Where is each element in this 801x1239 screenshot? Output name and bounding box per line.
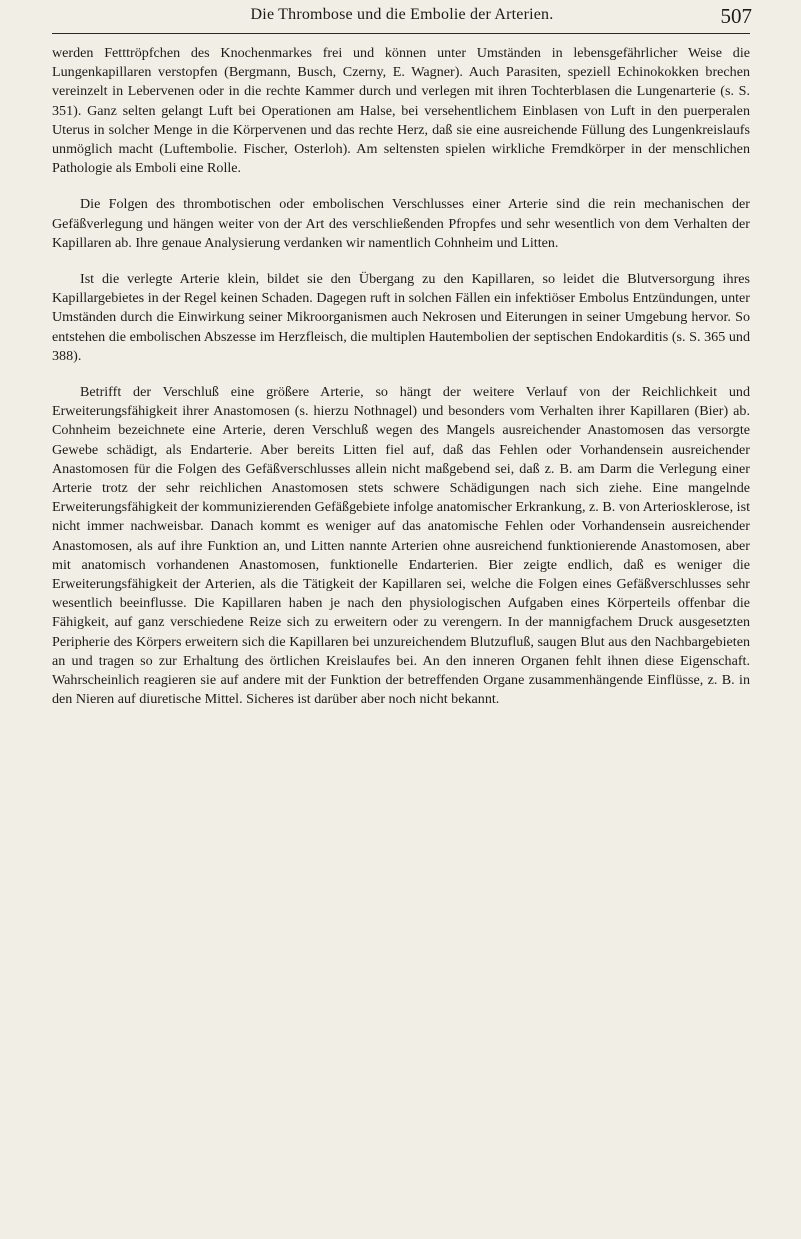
paragraph-1: werden Fetttröpfchen des Knochenmarkes frei und können unter Umständen in lebensgefährlicher Weise die Lungenkapillaren verstopfen (Bergmann, Busch, Czerny, E. Wagner). Auch Parasiten, speziell Echinokokken brechen vereinzelt in Lebervenen oder in die rechte Kammer durch und verlegen mit ihren Tochterblasen die Lungenarterie (s. S. 351). Ganz selten gelangt Luft bei Operationen am Halse, bei versehentlichem Einblasen von Luft in den puerperalen Uterus in solcher Menge in die Körpervenen und das rechte Herz, daß sie eine ausreichende Füllung des Lungenkreislaufs unmöglich macht (Luftembolie. Fischer, Osterloh). Am seltensten spielen wirkliche Fremdkörper in der menschlichen Pathologie als Emboli eine Rolle. — [52, 45, 750, 177]
running-title: Die Thrombose und die Embolie der Arterien. — [250, 6, 554, 23]
paragraph-4: Betrifft der Verschluß eine größere Arterie, so hängt der weitere Verlauf von der Reichlichkeit und Erweiterungsfähigkeit ihrer Anastomosen (s. hierzu Nothnagel) und besonders vom Verhalten ihrer Kapillaren (Bier) ab. Cohnheim bezeichnete eine Arterie, deren Verschluß wegen des Mangels ausreichender Anastomosen das versorgte Gewebe schädigt, als Endarterie. Aber bereits Litten fiel auf, daß das Fehlen oder Vorhandensein ausreichender Anastomosen für die Folgen des Gefäßverschlusses allein nicht maßgebend sei, daß z. B. am Darm die Verlegung einer Arterie trotz der sehr reichlichen Anastomosen stets schwere Schädigungen nach sich ziehe. Eine mangelnde Erweiterungsfähigkeit der kommunizierenden Gefäßgebiete infolge anatomischer Erkrankung, z. B. von Arteriosklerose, ist nicht immer nachweisbar. Danach kommt es weniger auf das anatomische Fehlen oder Vorhandensein ausreichender Anastomosen, als auf ihre Funktion an, und Litten nannte Arterien ohne ausreichend funktionierende Anastomosen, aber mit anatomisch vorhandenen Anastomosen, funktionelle Endarterien. Bier zeigte endlich, daß es weniger die Erweiterungsfähigkeit der Arterien, als die Tätigkeit der Kapillaren sei, welche die Folgen eines Gefäßverschlusses sehr wesentlich beeinflusse. Die Kapillaren haben je nach den physiologischen Aufgaben eines Körperteils offenbar die Fähigkeit, auf ganz verschiedene Reize sich zu erweitern oder zu verengern. In der mannigfachem Druck ausgesetzten Peripherie des Körpers erweitern sich die Kapillaren bei unzureichendem Blutzufluß, saugen Blut aus den Nachbargebieten an und tragen so zur Erhaltung des örtlichen Kreislaufes bei. An den inneren Organen fehlt ihnen diese Eigenschaft. Wahrscheinlich reagieren sie auf andere mit der Funktion der betreffenden Organe zusammenhängende Einflüsse, z. B. in den Nieren auf diuretische Mittel. Sicheres ist darüber aber noch nicht bekannt. — [52, 384, 750, 708]
page-number: 507 — [720, 4, 752, 28]
header-rule — [52, 33, 750, 34]
paragraph-3: Ist die verlegte Arterie klein, bildet sie den Übergang zu den Kapillaren, so leidet die Blutversorgung ihres Kapillargebietes in der Regel keinen Schaden. Dagegen ruft in solchen Fällen ein infektiöser Embolus Entzündungen, unter Umständen durch die Einwirkung seiner Mikroorganismen auch Nekrosen und Eiterungen in seiner Umgebung hervor. So entstehen die embolischen Abszesse im Herzfleisch, die multiplen Hautembolien der septischen Endokarditis (s. S. 365 und 388). — [52, 271, 750, 364]
body-text — [52, 44, 750, 727]
paragraph-2: Die Folgen des thrombotischen oder embolischen Verschlusses einer Arterie sind die rein mechanischen der Gefäßverlegung und hängen weiter von der Art des verschließenden Pfropfes und sehr wesentlich von dem Verhalten der Kapillaren ab. Ihre genaue Analysierung verdanken wir namentlich Cohnheim und Litten. — [52, 196, 750, 251]
running-header — [52, 0, 752, 40]
